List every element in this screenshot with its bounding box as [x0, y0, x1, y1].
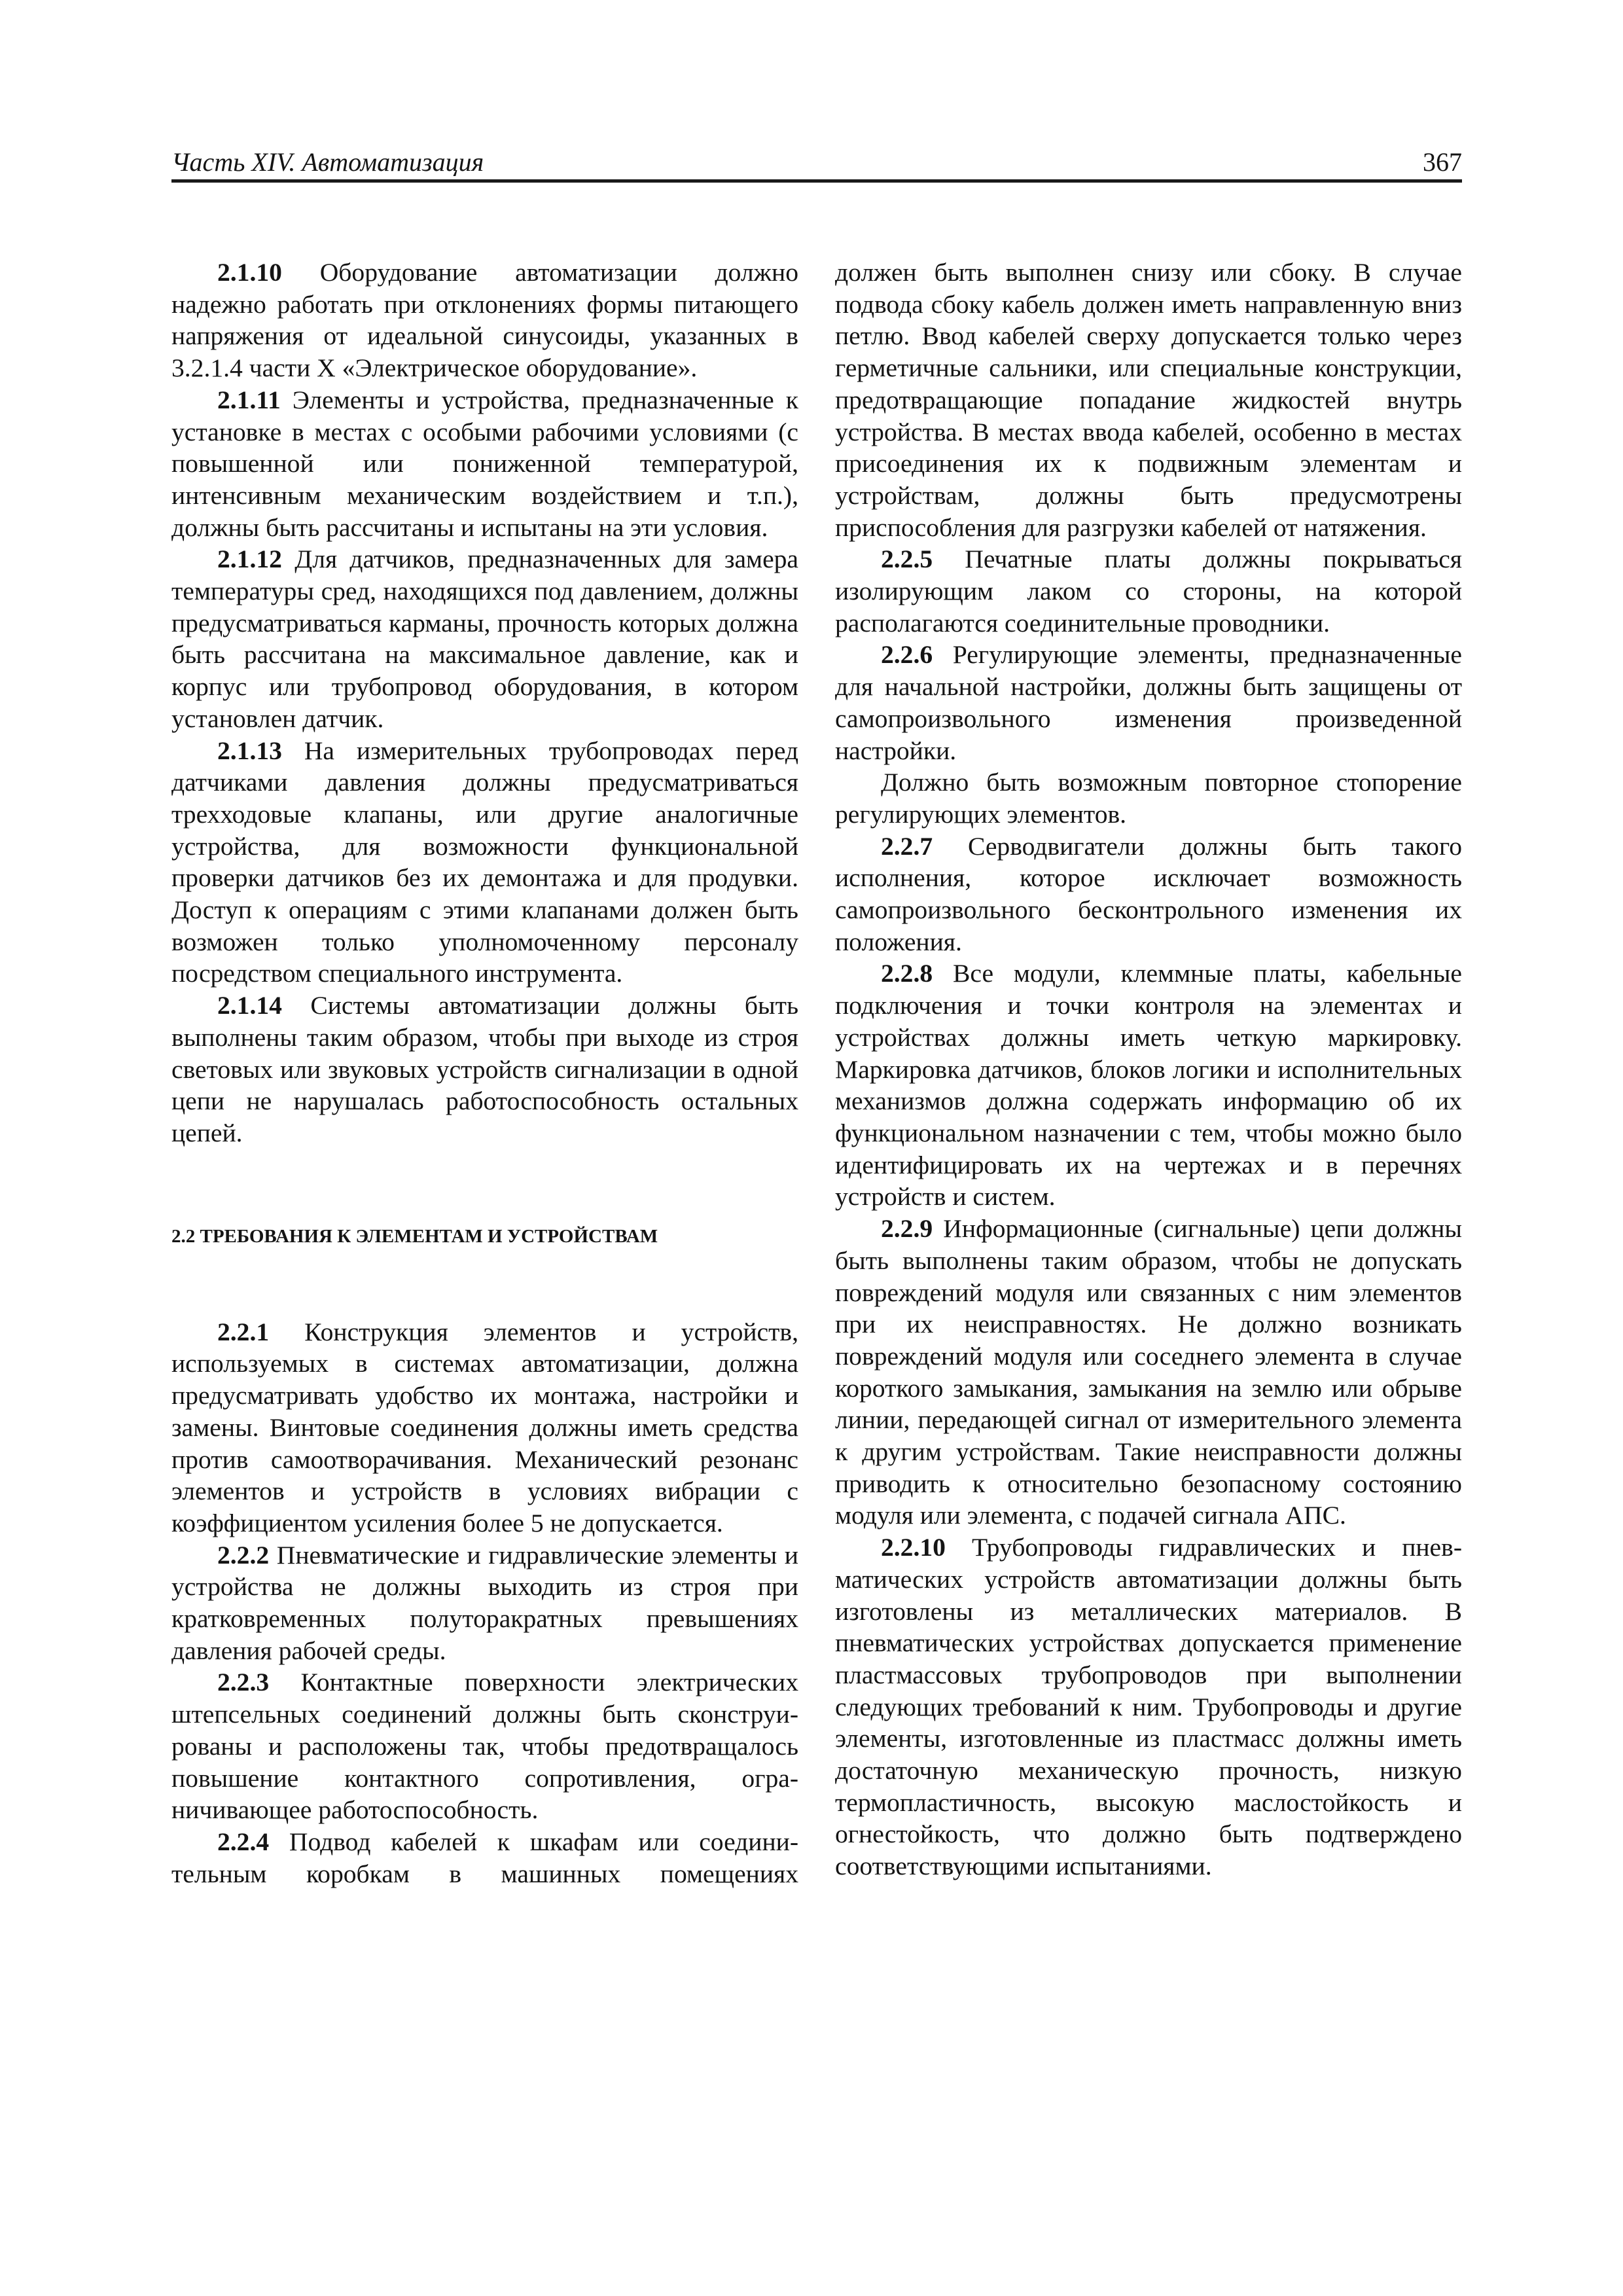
clause-number: 2.1.12: [217, 545, 282, 574]
clause-number: 2.2.9: [881, 1214, 933, 1244]
paragraph-text: Системы автоматизации должны быть выполнены таким образом, чтобы при выходе из строя световых или звуковых устройств сигнализации в одной цепи не нарушалась работоспособность остальных цепей.: [171, 991, 798, 1147]
paragraph-2-2-6: [835, 639, 1462, 766]
paragraph-2-1-13: [171, 735, 798, 990]
paragraph-2-2-1: [171, 1316, 798, 1539]
right-column: [835, 257, 1462, 1882]
running-head-title: Часть XIV. Автоматизация: [171, 147, 484, 177]
clause-number: 2.2.2: [217, 1540, 270, 1570]
paragraph-text: Должно быть возможным повторное стопорение регулирующих элементов.: [835, 768, 1462, 829]
paragraph-2-2-4: [171, 1826, 798, 1890]
paragraph-2-2-7: [835, 831, 1462, 958]
clause-number: 2.2.4: [217, 1827, 270, 1856]
paragraph-2-1-12: [171, 543, 798, 734]
page-number: 367: [1423, 147, 1462, 177]
paragraph-text: Трубопроводы гидравлических и пневматических устройств автоматизации должны быть изготовлены из металлических материалов. В пневматических устройствах допускается применение пластмассовых трубопроводов при выполнении следующих требований к ним. Трубопроводы и другие элементы, изготовленные из пластмасс должны иметь достаточную механическую прочность, низкую термопластичность, высокую маслостойкость и огнестойкость, что должно быть подтверждено соответствующими испытаниями.: [835, 1533, 1462, 1881]
paragraph-text: Элементы и устройства, предназначенные к установке в местах с особыми рабочими условиями (с повышенной или пониженной температурой, интенсивным механическим воздействием и т.п.), должны быть рассчитаны и испытаны на эти условия.: [171, 385, 798, 542]
clause-number: 2.2.7: [881, 831, 933, 861]
clause-number: 2.2.8: [881, 959, 933, 988]
paragraph-2-2-5: [835, 543, 1462, 639]
clause-number: 2.1.11: [217, 385, 281, 414]
clause-number: 2.1.14: [217, 991, 282, 1020]
paragraph-text: Подвод кабелей к шкафам или соединительным коробкам в машинных помещениях: [171, 1827, 798, 1888]
paragraph-text: должен быть выполнен снизу или сбоку. В случае подвода сбоку кабель должен иметь направленную вниз петлю. Ввод кабелей сверху допускается только через герметичные сальники, или специальные конструкции, предотвращающие попадание жидкостей внутрь устройства. В местах ввода кабелей, особенно в местах присоединения их к подвижным элементам и устройствам, должны быть предусмотрены приспособления для разгрузки кабелей от натяжения.: [835, 258, 1462, 542]
clause-number: 2.2.3: [217, 1668, 270, 1697]
page-header: [171, 145, 1462, 179]
paragraph-text: Серводвигатели должны быть такого исполнения, которое исключает возможность самопроизвольного бесконтрольного изменения их положения.: [835, 831, 1462, 956]
clause-number: 2.2.5: [881, 545, 933, 574]
paragraph-2-1-14: [171, 990, 798, 1149]
left-column: [171, 257, 798, 1890]
clause-number: 2.2.10: [881, 1533, 946, 1562]
paragraph-text: На измерительных трубопроводах перед датчиками давления должны предусматриваться трехходовые клапаны, или другие аналогичные устройства, для возможности функциональной проверки датчиков без их демонтажа и для продувки. Доступ к операциям с этими клапанами должен быть возможен только уполномоченному персоналу посредством специального инструмента.: [171, 736, 798, 988]
clause-number: 2.1.10: [217, 258, 282, 287]
paragraph-2-1-10: [171, 257, 798, 384]
paragraph-text: Оборудование автоматизации должно надежно работать при отклонениях формы питающего напряжения от идеальной синусоиды, указанных в 3.2.1.4 части X «Электрическое оборудование».: [171, 258, 798, 383]
header-rule: [171, 179, 1462, 183]
paragraph-2-2-6-note: [835, 766, 1462, 830]
paragraph-text: Информационные (сигнальные) цепи должны быть выполнены таким образом, чтобы не допускать повреждений модуля или связанных с ним элементов при их неисправностях. Не должно возникать повреждений модуля или соседнего элемента в случае короткого замыкания, замыкания на землю или обрыве линии, передающей сигнал от измерительного элемента к другим устройствам. Такие неисправности должны приводить к относительно безопасному состоянию модуля или элемента, с подачей сигнала АПС.: [835, 1214, 1462, 1530]
paragraph-2-2-4-continued: [835, 257, 1462, 543]
paragraph-2-2-2: [171, 1539, 798, 1667]
paragraph-2-2-9: [835, 1213, 1462, 1532]
paragraph-2-2-3: [171, 1666, 798, 1826]
paragraph-text: Контактные поверхности электрических штепсельных соединений должны быть сконструированы и расположены так, чтобы предотвращалось повышение контактного сопротивления, ограничивающее работоспособность.: [171, 1668, 798, 1825]
paragraph-text: Для датчиков, предназначенных для замера температуры сред, находящихся под давлением, должны предусматриваться карманы, прочность которых должна быть рассчитана на максимальное давление, как и корпус или трубопровод оборудования, в котором установлен датчик.: [171, 545, 798, 733]
section-heading: 2.2 ТРЕБОВАНИЯ К ЭЛЕМЕНТАМ И УСТРОЙСТВАМ: [171, 1225, 658, 1247]
paragraph-text: Конструкция элементов и устройств, используемых в системах автоматизации, должна предусматривать удобство их монтажа, настройки и замены. Винтовые соединения должны иметь средства против самоотворачивания. Механический резонанс элементов и устройств в условиях вибрации с коэффициентом усиления более 5 не допускается.: [171, 1317, 798, 1537]
clause-number: 2.2.6: [881, 640, 933, 670]
paragraph-2-2-8: [835, 958, 1462, 1213]
clause-number: 2.2.1: [217, 1317, 270, 1346]
paragraph-text: Все модули, клеммные платы, кабельные подключения и точки контроля на элементах и устройствах должны иметь четкую маркировку. Маркировка датчиков, блоков логики и исполнительных механизмов должна содержать информацию об их функциональном назначении с тем, чтобы можно было идентифицировать их на чертежах и в перечнях устройств и систем.: [835, 959, 1462, 1211]
paragraph-text: Регулирующие элементы, предназначенные для начальной настройки, должны быть защищены от самопроизвольного изменения произведенной настройки.: [835, 640, 1462, 765]
paragraph-2-1-11: [171, 384, 798, 544]
paragraph-text: Печатные платы должны покрываться изолирующим лаком со стороны, на которой располагаются соединительные проводники.: [835, 545, 1462, 637]
paragraph-2-2-10: [835, 1532, 1462, 1882]
paragraph-text: Пневматические и гидравлические элементы и устройства не должны выходить из строя при кратковременных полуторакратных превышениях давления рабочей среды.: [171, 1540, 798, 1665]
clause-number: 2.1.13: [217, 736, 282, 765]
